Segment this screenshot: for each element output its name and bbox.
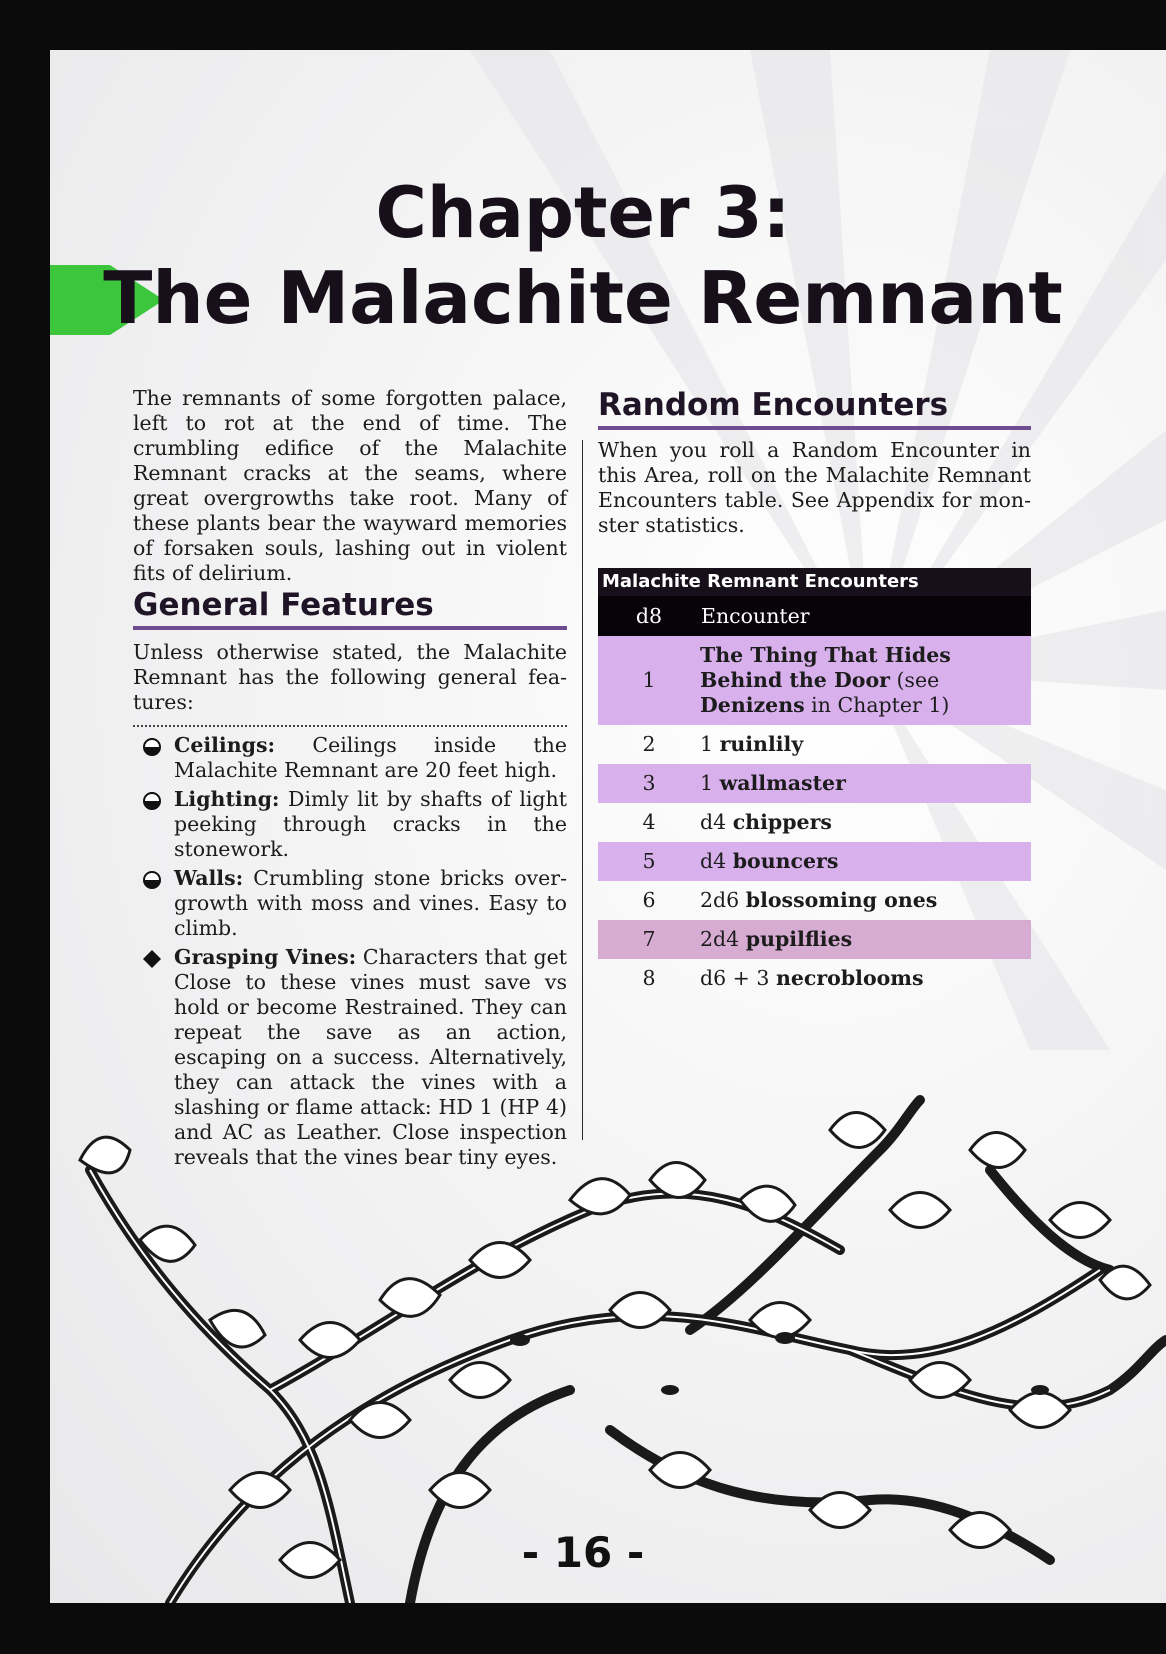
encounter-table-caption: Malachite Remnant Encounters (598, 568, 1031, 596)
random-encounters-intro: When you roll a Random Encounter in this Area, roll on the Malachite Remnant Encounters table. See Appendix for monster statistics. (598, 438, 1031, 537)
roll-cell: 8 (642, 966, 656, 990)
encounter-name: blossoming ones (745, 888, 938, 912)
feature-text: Dimly lit by shafts of light peeking through cracks in the stonework. (174, 787, 567, 861)
encounter-name: ruinlily (719, 732, 804, 756)
encounter-text: 1 (700, 771, 720, 795)
feature-text: Ceilings inside the Malachite Remnant are 20 feet high. (174, 733, 567, 782)
table-row (598, 764, 1031, 803)
roll-cell: 2 (642, 732, 656, 756)
encounter-text: d4 (700, 849, 733, 873)
encounter-name: The Thing That Hides Behind the Door (700, 643, 951, 692)
intro-paragraph: The remnants of some forgotten palace, left to rot at the end of time. The crumbling edifice of the Malachite Remnant cracks at the seams, where great overgrowths take root. Many of these plants bear the wayward memories of forsaken souls, lashing out in violent fits of delirium. (133, 386, 567, 585)
encounter-cell (700, 764, 1031, 803)
column-header-roll: d8 (598, 596, 700, 636)
encounter-cell (700, 725, 1031, 764)
table-row (598, 881, 1031, 920)
encounter-text: d4 (700, 810, 733, 834)
column-divider (582, 440, 583, 1140)
feature-item (133, 787, 567, 862)
general-features-intro: Unless otherwise stated, the Malachite Remnant has the following general features: (133, 640, 567, 714)
encounter-text: 1 (700, 732, 720, 756)
table-row (598, 803, 1031, 842)
feature-text: Characters that get Close to these vines must save vs hold or become Restrained. They can repeat the save as an action, escaping on a success. Alternatively, they can attack the vines with a slashing or flame attack: HD 1 (HP 4) and AC as Leather. Close inspection reveals that the vines bear tiny eyes. (174, 945, 567, 1169)
encounter-cell (700, 959, 1031, 998)
chapter-title-line1: Chapter 3: (375, 172, 791, 255)
encounter-table-header-row (598, 596, 1031, 636)
feature-name: Lighting: (174, 787, 280, 811)
encounter-text: 2d4 (700, 927, 746, 951)
encounter-name: Denizens (700, 693, 805, 717)
roll-cell: 6 (642, 888, 656, 912)
encounter-text: (see (889, 668, 940, 692)
feature-item (133, 945, 567, 1170)
roll-cell: 7 (598, 920, 700, 959)
random-encounters-heading: Random Encounters (598, 386, 1031, 430)
feature-name: Ceilings: (174, 733, 276, 757)
encounter-name: bouncers (732, 849, 839, 873)
roll-cell: 4 (642, 810, 656, 834)
chapter-title (0, 171, 1166, 341)
general-features-list (133, 733, 567, 1170)
table-row (598, 920, 1031, 959)
encounter-cell (700, 636, 1031, 725)
encounter-cell (700, 842, 1031, 881)
right-column (598, 386, 1031, 998)
dotted-divider (133, 725, 567, 727)
encounter-table (598, 568, 1031, 998)
roll-cell: 3 (598, 764, 700, 803)
encounter-text: d6 + 3 (700, 966, 776, 990)
encounter-cell (700, 803, 1031, 842)
table-row (598, 725, 1031, 764)
encounter-text: 2d6 (700, 888, 746, 912)
encounter-name: wallmaster (719, 771, 846, 795)
general-features-heading: General Features (133, 586, 567, 630)
roll-cell: 5 (598, 842, 700, 881)
encounter-name: pupilflies (745, 927, 853, 951)
column-header-encounter: Encounter (700, 596, 1031, 636)
encounter-name: necroblooms (775, 966, 924, 990)
encounter-table-body (598, 636, 1031, 998)
half-circle-icon (143, 792, 161, 810)
encounter-text: in Chapter 1) (804, 693, 950, 717)
chapter-title-line2: The Malachite Remnant (103, 256, 1063, 341)
encounter-name: chippers (732, 810, 832, 834)
table-row (598, 636, 1031, 725)
encounter-cell (700, 881, 1031, 920)
table-row (598, 959, 1031, 998)
half-circle-icon (143, 871, 161, 889)
feature-text: Crumbling stone bricks overgrowth with moss and vines. Easy to climb. (174, 866, 567, 940)
feature-name: Walls: (174, 866, 244, 890)
table-row (598, 842, 1031, 881)
left-column (133, 386, 567, 1174)
half-circle-icon (143, 738, 161, 756)
feature-item (133, 866, 567, 941)
page-number: - 16 - (521, 1528, 645, 1577)
feature-item (133, 733, 567, 783)
roll-cell: 1 (598, 636, 700, 725)
encounter-cell (700, 920, 1031, 959)
feature-name: Grasping Vines: (174, 945, 357, 969)
diamond-icon (143, 950, 161, 968)
